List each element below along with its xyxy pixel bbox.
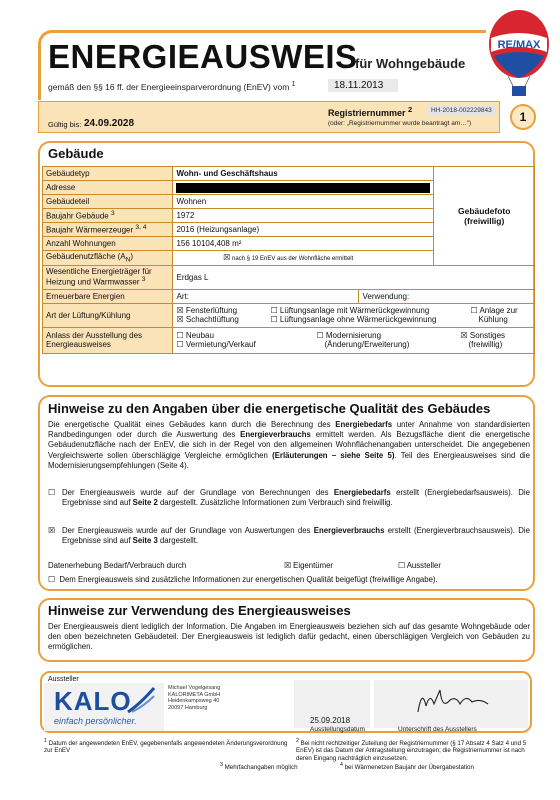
kalo-tagline: einfach persönlicher. [54,716,137,726]
ventilation-heat-recovery-option[interactable]: ☐ Lüftungsanlage mit Wärmerückgewinnung [270,306,430,316]
heat-generator-year-value: 2016 (Heizungsanlage) [173,223,434,237]
issuer-address: Michael Vogelgesang KALORIMETA GmbH Heidenkampsweg 40 20097 Hamburg [168,685,221,711]
rent-sale-option[interactable]: ☐ Vermietung/Verkauf [176,340,256,350]
svg-text:RE/MAX: RE/MAX [497,39,541,51]
registration-number-value: HH-2018-002229843 [428,105,496,116]
usage-notes-text: Der Energieausweis dient lediglich der Information. Die Angaben im Energieausweis beziehen sich auf das gesamte Wohngebäude oder den oben bezeichneten Gebäudeteil. Der Energieausweis ist lediglich dafür gedacht, einen überschlägigen Vergleich von Gebäuden zu ermöglichen. [48,622,530,652]
other-note: (freiwillig) [468,340,503,350]
building-type-label: Gebäudetyp [43,167,173,181]
usage-notes-heading: Hinweise zur Verwendung des Energieausweises [48,603,351,618]
additional-info-option[interactable]: ☐ Dem Energieausweis sind zusätzliche Informationen zur energetischen Qualität beigefügt (freiwillige Angabe). [48,575,438,584]
cooling-system-option[interactable]: ☐ Anlage zur [470,306,518,316]
issue-date-value: 25.09.2018 [310,716,351,725]
ventilation-options [173,303,535,327]
building-part-label: Gebäudeteil [43,195,173,209]
shaft-ventilation-option[interactable]: ☒ Schachtlüftung [176,315,239,325]
document-subtitle: für Wohngebäude [355,56,466,71]
owner-option[interactable]: ☒ Eigentümer [284,561,334,570]
modernization-note: (Änderung/Erweiterung) [324,340,410,350]
energy-carrier-label: Wesentliche Energieträger für Heizung und Warmwasser $^3$ [43,265,173,289]
building-heading: Gebäude [48,146,104,161]
issuer-option[interactable]: ☐ Aussteller [398,561,441,570]
handwritten-signature [410,682,500,718]
issue-date-label: Ausstellungsdatum [310,726,365,733]
renewable-usage-label: Verwendung: [359,289,535,303]
usable-area-checkbox[interactable]: ☒ [223,253,231,263]
other-option[interactable]: ☒ Sonstiges [460,331,506,341]
footnote-1: $^1$ Datum der angewendeten EnEV, gegebenenfalls angewendeten Änderungsverordnung zur EnEV [44,738,288,755]
quality-intro-text: Die energetische Qualität eines Gebäudes kann durch die Berechnung des Energiebedarfs unter Annahme von standardisierten Randbedingungen oder durch die Auswertung des Energieverbrauchs ermittelt werden. Als Bezugsfläche dient die energetische Gebäudenutzfläche nach der EnEV, die sich in der Regel von den allgemeinen Wohnflächenangaben unterscheidet. Die angegebenen Vergleichswerte sollen überschlägige Vergleiche ermöglichen (Erläuterungen – siehe Seite 5). Teil des Energieausweises sind die Modernisierungsempfehlungen (Seite 4). [48,420,530,470]
data-collection-label: Datenerhebung Bedarf/Verbrauch durch [48,561,187,570]
registration-number-label: Registriernummer $^2$ [328,105,413,118]
energy-carrier-value: Erdgas L [173,265,535,289]
footnote-3: $^3$ Mehrfachangaben möglich [220,762,298,772]
valid-until-date: 24.09.2028 [84,118,135,129]
building-table [42,166,535,354]
apartments-label: Anzahl Wohnungen [43,237,173,251]
document-title: ENERGIEAUSWEIS [48,38,358,75]
consumption-certificate-checkbox[interactable]: ☒ [48,526,55,535]
ventilation-no-recovery-option[interactable]: ☐ Lüftungsanlage ohne Wärmerückgewinnung [270,315,437,325]
window-ventilation-option[interactable]: ☒ Fensterlüftung [176,306,238,316]
heat-generator-year-label: Baujahr Wärmeerzeuger $^{3, 4}$ [43,223,173,237]
usable-area-label: Gebäudenutzfläche $(A_N)$ [43,251,173,266]
usable-area-value: ☒ nach § 19 EnEV aus der Wohnfläche ermittelt [173,251,434,266]
footnote-4: $^4$ bei Wärmenetzen Baujahr der Übergabestation [340,762,474,772]
footnote-2-start: $^2$ Bei nicht rechtzeitiger Zuteilung der Registriernummer (§ 17 Absatz 4 Satz 4 und 5 EnEV) ist das Datum der Antragstellung einzutragen; die Registriernummer ist nach deren Eingang nachträglich einzusetzen. [296,738,527,762]
kalo-logo: KALO [54,686,132,716]
new-build-option[interactable]: ☐ Neubau [176,331,214,341]
modernization-option[interactable]: ☐ Modernisierung [316,331,382,341]
demand-certificate-text: Der Energieausweis wurde auf der Grundlage von Berechnungen des Energiebedarfs erstellt (Energiebedarfsausweis). Die Ergebnisse sind auf Seite 2 dargestellt. Zusätzliche Informationen zum Verbrauch sind freiwillig. [62,488,530,508]
page-number-badge: 1 [510,104,536,130]
issue-reason-options [173,327,535,353]
kalo-swoosh-icon [126,686,156,714]
construction-year-label: Baujahr Gebäude $^3$ [43,209,173,223]
building-photo-placeholder: Gebäudefoto (freiwillig) [434,167,535,266]
consumption-certificate-text: Der Energieausweis wurde auf der Grundlage von Auswertungen des Energieverbrauchs erstellt (Energieverbrauchsausweis). Die Ergebnisse sind auf Seite 3 dargestellt. [62,526,530,546]
issue-reason-label: Anlass der Ausstellung des Energieausweises [43,327,173,353]
apartments-value: 156 10104,408 m² [173,237,434,251]
law-reference: gemäß den §§ 16 ff. der Energieeinsparverordnung (EnEV) vom $^1$ [48,80,296,92]
building-part-value: Wohnen [173,195,434,209]
registration-note: (oder: „Registriernummer wurde beantragt am…") [328,120,472,127]
renewable-energy-label: Erneuerbare Energien [43,289,173,303]
cooling-label: Kühlung [478,315,508,325]
address-label: Adresse [43,181,173,195]
building-type-value: Wohn- und Geschäftshaus [173,167,434,181]
signature-label: Unterschrift des Ausstellers [398,726,477,733]
quality-notes-heading: Hinweise zu den Angaben über die energetische Qualität des Gebäudes [48,401,491,416]
valid-until-label: Gültig bis: [48,120,82,129]
renewable-type-label: Art: [173,289,359,303]
issuer-label: Aussteller [48,676,79,683]
law-date: 18.11.2013 [328,79,398,92]
demand-certificate-checkbox[interactable]: ☐ [48,488,55,497]
address-value-redacted [173,181,434,195]
redaction-bar [176,183,430,193]
ventilation-label: Art der Lüftung/Kühlung [43,303,173,327]
remax-balloon-logo [486,8,552,103]
construction-year-value: 1972 [173,209,434,223]
